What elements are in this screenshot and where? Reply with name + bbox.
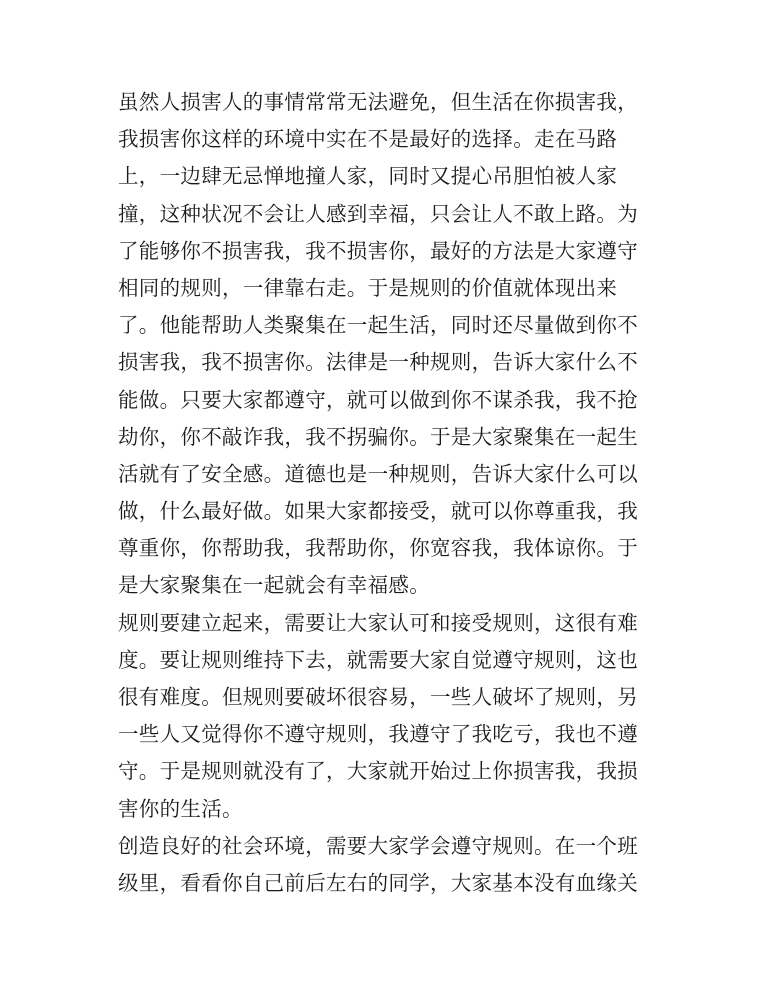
text-line: 做，什么最好做。如果大家都接受，就可以你尊重我，我	[118, 499, 638, 524]
text-line: 是大家聚集在一起就会有幸福感。	[118, 573, 430, 598]
text-line: 损害我，我不损害你。法律是一种规则，告诉大家什么不	[118, 350, 638, 375]
text-line: 了。他能帮助人类聚集在一起生活，同时还尽量做到你不	[118, 313, 638, 338]
paragraph-1	[118, 84, 648, 605]
text-line: 活就有了安全感。道德也是一种规则，告诉大家什么可以	[118, 461, 638, 486]
paragraph-3	[118, 828, 648, 902]
text-line: 很有难度。但规则要破坏很容易，一些人破坏了规则，另	[118, 685, 638, 709]
text-line: 守。于是规则就没有了，大家就开始过上你损害我，我损	[118, 759, 638, 784]
text-line: 度。要让规则维持下去，就需要大家自觉遵守规则，这也	[118, 647, 638, 672]
text-line: 级里，看看你自己前后左右的同学，大家基本没有血缘关	[118, 870, 638, 895]
text-line: 害你的生活。	[118, 796, 243, 821]
text-line: 我损害你这样的环境中实在不是最好的选择。走在马路	[118, 127, 618, 152]
text-line: 劫你，你不敲诈我，我不拐骗你。于是大家聚集在一起生	[118, 424, 638, 449]
document-body	[118, 84, 648, 902]
text-line: 一些人又觉得你不遵守规则，我遵守了我吃亏，我也不遵	[118, 722, 638, 747]
text-line: 虽然人损害人的事情常常无法避免，但生活在你损害我，	[118, 90, 638, 114]
text-line: 撞，这种状况不会让人感到幸福，只会让人不敢上路。为	[118, 201, 638, 226]
text-line: 规则要建立起来，需要让大家认可和接受规则，这很有难	[118, 610, 638, 635]
paragraph-2	[118, 605, 648, 828]
text-line: 尊重你，你帮助我，我帮助你，你宽容我，我体谅你。于	[118, 536, 638, 561]
text-line: 上，一边肆无忌惮地撞人家，同时又提心吊胆怕被人家	[118, 164, 618, 189]
text-line: 创造良好的社会环境，需要大家学会遵守规则。在一个班	[118, 833, 638, 858]
text-line: 相同的规则，一律靠右走。于是规则的价值就体现出来	[118, 275, 618, 300]
text-line: 了能够你不损害我，我不损害你，最好的方法是大家遵守	[118, 238, 638, 263]
text-line: 能做。只要大家都遵守，就可以做到你不谋杀我，我不抢	[118, 387, 638, 412]
